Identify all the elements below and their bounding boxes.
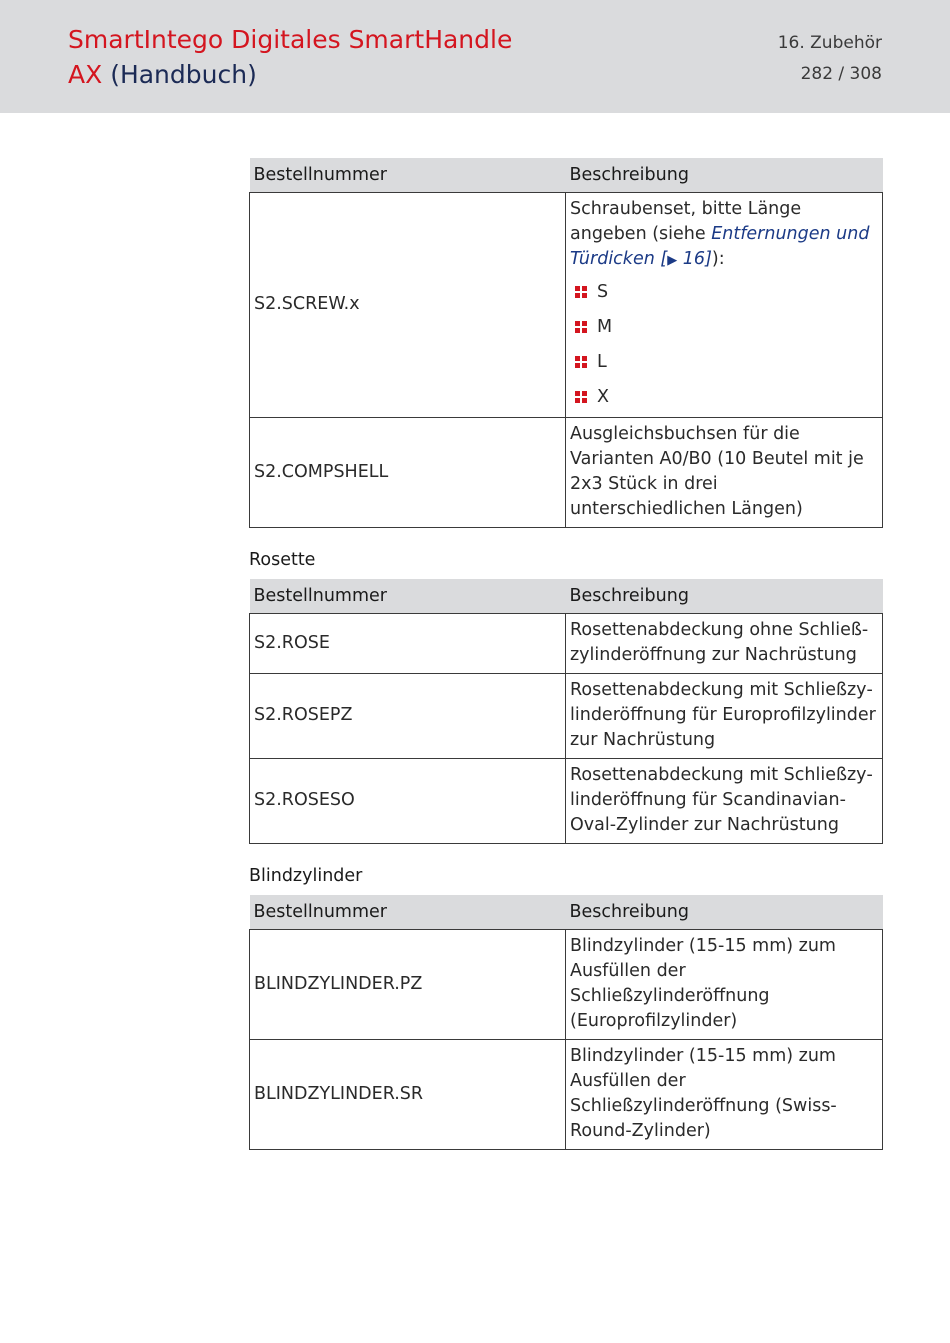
list-item-label: S <box>597 282 609 302</box>
table-row <box>250 614 883 674</box>
description: Blindzylinder (15-15 mm) zum Ausfüllen der Schließzylinderöffnung (Europrofilzylinder) <box>566 930 883 1040</box>
table-header-row <box>250 579 883 614</box>
arrow-right-icon: ▶ <box>667 253 678 268</box>
bullet-icon <box>575 321 587 333</box>
title-ax: AX <box>68 60 103 89</box>
table-row <box>250 759 883 844</box>
chapter-label: 16. Zubehör <box>777 33 882 53</box>
document-title <box>68 22 512 92</box>
section-title-rosette: Rosette <box>249 550 316 570</box>
order-number: BLINDZYLINDER.PZ <box>250 930 566 1040</box>
order-number: S2.ROSE <box>250 614 566 674</box>
description-text: Schraubenset, bitte Länge angeben (siehe <box>570 199 802 244</box>
description: Rosettenabdeckung ohne Schließzylinderöffnung zur Nachrüstung <box>566 614 883 674</box>
column-header-description: Beschreibung <box>566 158 883 193</box>
list-item <box>570 386 878 412</box>
table-row <box>250 418 883 528</box>
list-item-label: M <box>597 317 613 337</box>
blindzylinder-table <box>249 895 883 1150</box>
description: Ausgleichsbuchsen für die Varianten A0/B0 (10 Beutel mit je 2x3 Stück in drei unterschiedlichen Längen) <box>566 418 883 528</box>
description: Blindzylinder (15-15 mm) zum Ausfüllen der Schließzylinderöffnung (Swiss-Round-Zylinder) <box>566 1040 883 1150</box>
table-header-row <box>250 895 883 930</box>
list-item <box>570 316 878 351</box>
column-header-number: Bestellnummer <box>250 158 566 193</box>
order-number: S2.ROSESO <box>250 759 566 844</box>
rosette-table <box>249 579 883 844</box>
bullet-icon <box>575 356 587 368</box>
list-item <box>570 281 878 316</box>
page-number: 282 / 308 <box>800 64 882 84</box>
column-header-description: Beschreibung <box>566 895 883 930</box>
description: Rosettenabdeckung mit Schließzylinderöffnung für Scandinavian-Oval-Zylinder zur Nachrüstung <box>566 759 883 844</box>
table-row <box>250 1040 883 1150</box>
order-number: S2.SCREW.x <box>250 193 566 418</box>
description: Rosettenabdeckung mit Schließzylinderöffnung für Europrofilzylinder zur Nachrüstung <box>566 674 883 759</box>
list-item-label: L <box>597 352 607 372</box>
description <box>566 193 883 418</box>
link-page: 16] <box>682 249 712 269</box>
page-header <box>0 0 950 113</box>
title-handbuch: (Handbuch) <box>110 60 257 89</box>
column-header-number: Bestellnummer <box>250 579 566 614</box>
order-number: BLINDZYLINDER.SR <box>250 1040 566 1150</box>
table-row <box>250 930 883 1040</box>
order-number: S2.COMPSHELL <box>250 418 566 528</box>
link-ref-open: [ <box>660 249 668 269</box>
order-number: S2.ROSEPZ <box>250 674 566 759</box>
list-item-label: X <box>597 387 609 407</box>
title-line-2 <box>68 57 512 92</box>
bullet-icon <box>575 286 587 298</box>
table-row <box>250 193 883 418</box>
size-list <box>570 281 878 412</box>
section-title-blindzylinder: Blindzylinder <box>249 866 363 886</box>
table-header-row <box>250 158 883 193</box>
title-line-1: SmartIntego Digitales SmartHandle <box>68 25 513 54</box>
bullet-icon <box>575 391 587 403</box>
description-text-end: ): <box>711 249 725 269</box>
column-header-number: Bestellnummer <box>250 895 566 930</box>
main-content <box>249 158 882 1150</box>
column-header-description: Beschreibung <box>566 579 883 614</box>
accessories-table <box>249 158 883 528</box>
link-text: Entfernungen und Türdicken <box>570 224 870 269</box>
table-row <box>250 674 883 759</box>
list-item <box>570 351 878 386</box>
page-meta <box>778 28 882 90</box>
